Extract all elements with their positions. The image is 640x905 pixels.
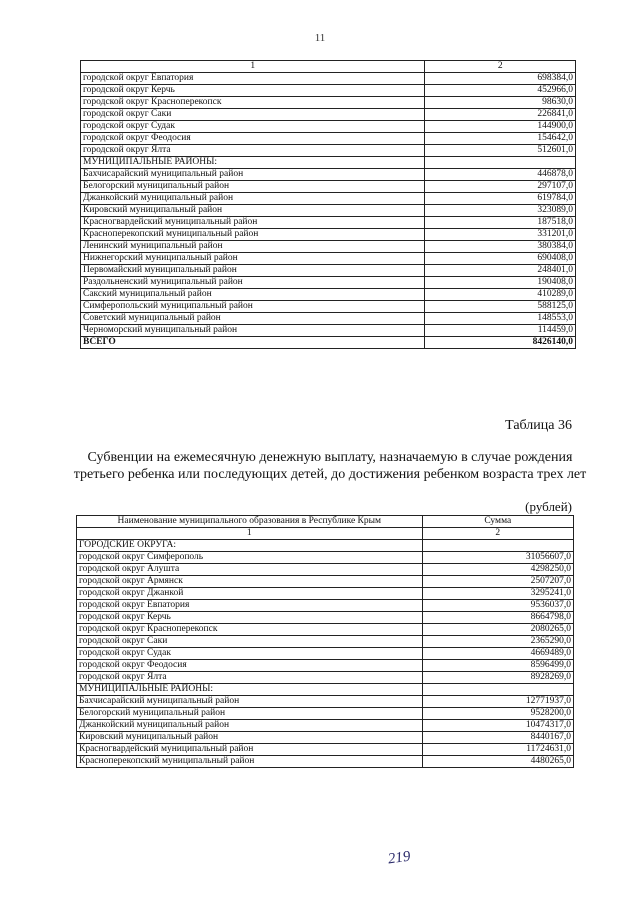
- row-name: Раздольненский муниципальный район: [81, 277, 425, 289]
- column-number-1: 1: [77, 528, 423, 540]
- table-row: [81, 73, 576, 85]
- row-value: 114459,0: [425, 325, 576, 337]
- table-row: [81, 145, 576, 157]
- row-name: Кировский муниципальный район: [81, 205, 425, 217]
- table-row: [77, 552, 574, 564]
- column-header-name: Наименование муниципального образования в Республике Крым: [77, 516, 423, 528]
- table-row: [81, 229, 576, 241]
- row-name: Белогорский муниципальный район: [77, 708, 423, 720]
- row-name: Красногвардейский муниципальный район: [77, 744, 423, 756]
- table-row: [77, 540, 574, 552]
- row-value: [422, 540, 573, 552]
- table-row: [81, 109, 576, 121]
- row-value: 2080265,0: [422, 624, 573, 636]
- table-1: [80, 60, 576, 349]
- row-name: городской округ Ялта: [81, 145, 425, 157]
- row-name: городской округ Ялта: [77, 672, 423, 684]
- row-name: городской округ Керчь: [77, 612, 423, 624]
- row-value: 2507207,0: [422, 576, 573, 588]
- table-2-column-numbers: [77, 528, 574, 540]
- table-row: [77, 636, 574, 648]
- total-value: 8426140,0: [425, 337, 576, 349]
- row-name: Первомайский муниципальный район: [81, 265, 425, 277]
- row-value: 446878,0: [425, 169, 576, 181]
- page-number: 11: [314, 32, 326, 44]
- table-row: [81, 133, 576, 145]
- row-value: 148553,0: [425, 313, 576, 325]
- row-name: Джанкойский муниципальный район: [77, 720, 423, 732]
- table-row: [81, 289, 576, 301]
- table-row: [77, 588, 574, 600]
- row-value: 12771937,0: [422, 696, 573, 708]
- row-name: Советский муниципальный район: [81, 313, 425, 325]
- table-row: [81, 181, 576, 193]
- row-name: городской округ Красноперекопск: [81, 97, 425, 109]
- row-value: 690408,0: [425, 253, 576, 265]
- row-value: 154642,0: [425, 133, 576, 145]
- table-1-body: [81, 61, 576, 349]
- row-name: Бахчисарайский муниципальный район: [81, 169, 425, 181]
- row-name: ГОРОДСКИЕ ОКРУГА:: [77, 540, 423, 552]
- table-label: Таблица 36: [505, 418, 572, 433]
- row-name: Красногвардейский муниципальный район: [81, 217, 425, 229]
- row-name: МУНИЦИПАЛЬНЫЕ РАЙОНЫ:: [77, 684, 423, 696]
- row-value: 11724631,0: [422, 744, 573, 756]
- row-name: Бахчисарайский муниципальный район: [77, 696, 423, 708]
- row-name: городской округ Симферополь: [77, 552, 423, 564]
- row-value: 588125,0: [425, 301, 576, 313]
- row-name: городской округ Красноперекопск: [77, 624, 423, 636]
- row-value: 619784,0: [425, 193, 576, 205]
- row-value: 323089,0: [425, 205, 576, 217]
- column-number-2: 2: [425, 61, 576, 73]
- table-row: [77, 696, 574, 708]
- table-row: [77, 612, 574, 624]
- table-row: [77, 732, 574, 744]
- row-value: 187518,0: [425, 217, 576, 229]
- row-name: городской округ Саки: [81, 109, 425, 121]
- row-name: Кировский муниципальный район: [77, 732, 423, 744]
- row-value: 248401,0: [425, 265, 576, 277]
- row-value: 331201,0: [425, 229, 576, 241]
- table-row: [81, 193, 576, 205]
- table-row: [81, 265, 576, 277]
- row-name: Нижнегорский муниципальный район: [81, 253, 425, 265]
- row-value: 2365290,0: [422, 636, 573, 648]
- table-row: [81, 157, 576, 169]
- table-row: [81, 241, 576, 253]
- row-value: [425, 157, 576, 169]
- row-value: 410289,0: [425, 289, 576, 301]
- row-name: городской округ Керчь: [81, 85, 425, 97]
- table-2: [76, 515, 574, 768]
- table-row: [77, 684, 574, 696]
- row-value: 4669489,0: [422, 648, 573, 660]
- table-row: [77, 576, 574, 588]
- table-row: [77, 624, 574, 636]
- table-row: [77, 660, 574, 672]
- table-row: [77, 708, 574, 720]
- row-value: 8928269,0: [422, 672, 573, 684]
- table-row: [77, 756, 574, 768]
- row-value: 3295241,0: [422, 588, 573, 600]
- row-name: городской округ Евпатория: [77, 600, 423, 612]
- row-name: Красноперекопский муниципальный район: [77, 756, 423, 768]
- table-row: [81, 325, 576, 337]
- row-name: Белогорский муниципальный район: [81, 181, 425, 193]
- table-row: [81, 217, 576, 229]
- row-name: городской округ Саки: [77, 636, 423, 648]
- row-value: 10474317,0: [422, 720, 573, 732]
- row-value: 226841,0: [425, 109, 576, 121]
- table-row: [77, 744, 574, 756]
- total-row: [81, 337, 576, 349]
- row-value: 8664798,0: [422, 612, 573, 624]
- table-caption: Субвенции на ежемесячную денежную выплату, назначаемую в случае рождения третьего ребенка или последующих детей, до достижения ребенком возраста трех лет: [73, 450, 587, 482]
- row-value: [422, 684, 573, 696]
- row-value: 698384,0: [425, 73, 576, 85]
- row-value: 380384,0: [425, 241, 576, 253]
- table-row: [77, 648, 574, 660]
- row-value: 144900,0: [425, 121, 576, 133]
- table-row: [81, 253, 576, 265]
- row-name: городской округ Феодосия: [77, 660, 423, 672]
- row-value: 4298250,0: [422, 564, 573, 576]
- row-name: Симферопольский муниципальный район: [81, 301, 425, 313]
- column-number-1: 1: [81, 61, 425, 73]
- row-value: 98630,0: [425, 97, 576, 109]
- row-name: Ленинский муниципальный район: [81, 241, 425, 253]
- table-2-header-row: [77, 516, 574, 528]
- table-row: [81, 169, 576, 181]
- table-row: [77, 672, 574, 684]
- table-row: [81, 85, 576, 97]
- row-value: 31056607,0: [422, 552, 573, 564]
- row-name: Сакский муниципальный район: [81, 289, 425, 301]
- table-row: [81, 277, 576, 289]
- row-name: МУНИЦИПАЛЬНЫЕ РАЙОНЫ:: [81, 157, 425, 169]
- table-row: [81, 97, 576, 109]
- row-name: городской округ Алушта: [77, 564, 423, 576]
- row-name: городской округ Джанкой: [77, 588, 423, 600]
- table-row: [77, 564, 574, 576]
- row-name: городской округ Судак: [77, 648, 423, 660]
- row-value: 297107,0: [425, 181, 576, 193]
- row-name: городской округ Армянск: [77, 576, 423, 588]
- units-label: (рублей): [525, 499, 572, 514]
- row-value: 8596499,0: [422, 660, 573, 672]
- table-2-body: [77, 516, 574, 768]
- row-name: городской округ Судак: [81, 121, 425, 133]
- handwritten-page-mark: 219: [386, 848, 412, 868]
- table-row: [81, 313, 576, 325]
- row-name: Джанкойский муниципальный район: [81, 193, 425, 205]
- row-value: 8440167,0: [422, 732, 573, 744]
- row-name: Черноморский муниципальный район: [81, 325, 425, 337]
- table-row: [81, 121, 576, 133]
- table-row: [81, 301, 576, 313]
- row-value: 9528200,0: [422, 708, 573, 720]
- table-row: [77, 600, 574, 612]
- table-row: [81, 205, 576, 217]
- row-value: 512601,0: [425, 145, 576, 157]
- row-name: городской округ Евпатория: [81, 73, 425, 85]
- row-value: 9536037,0: [422, 600, 573, 612]
- column-number-2: 2: [422, 528, 573, 540]
- row-value: 4480265,0: [422, 756, 573, 768]
- column-header-sum: Сумма: [422, 516, 573, 528]
- total-label: ВСЕГО: [81, 337, 425, 349]
- row-name: городской округ Феодосия: [81, 133, 425, 145]
- row-name: Красноперекопский муниципальный район: [81, 229, 425, 241]
- table-row: [77, 720, 574, 732]
- row-value: 190408,0: [425, 277, 576, 289]
- table-1-column-numbers: [81, 61, 576, 73]
- row-value: 452966,0: [425, 85, 576, 97]
